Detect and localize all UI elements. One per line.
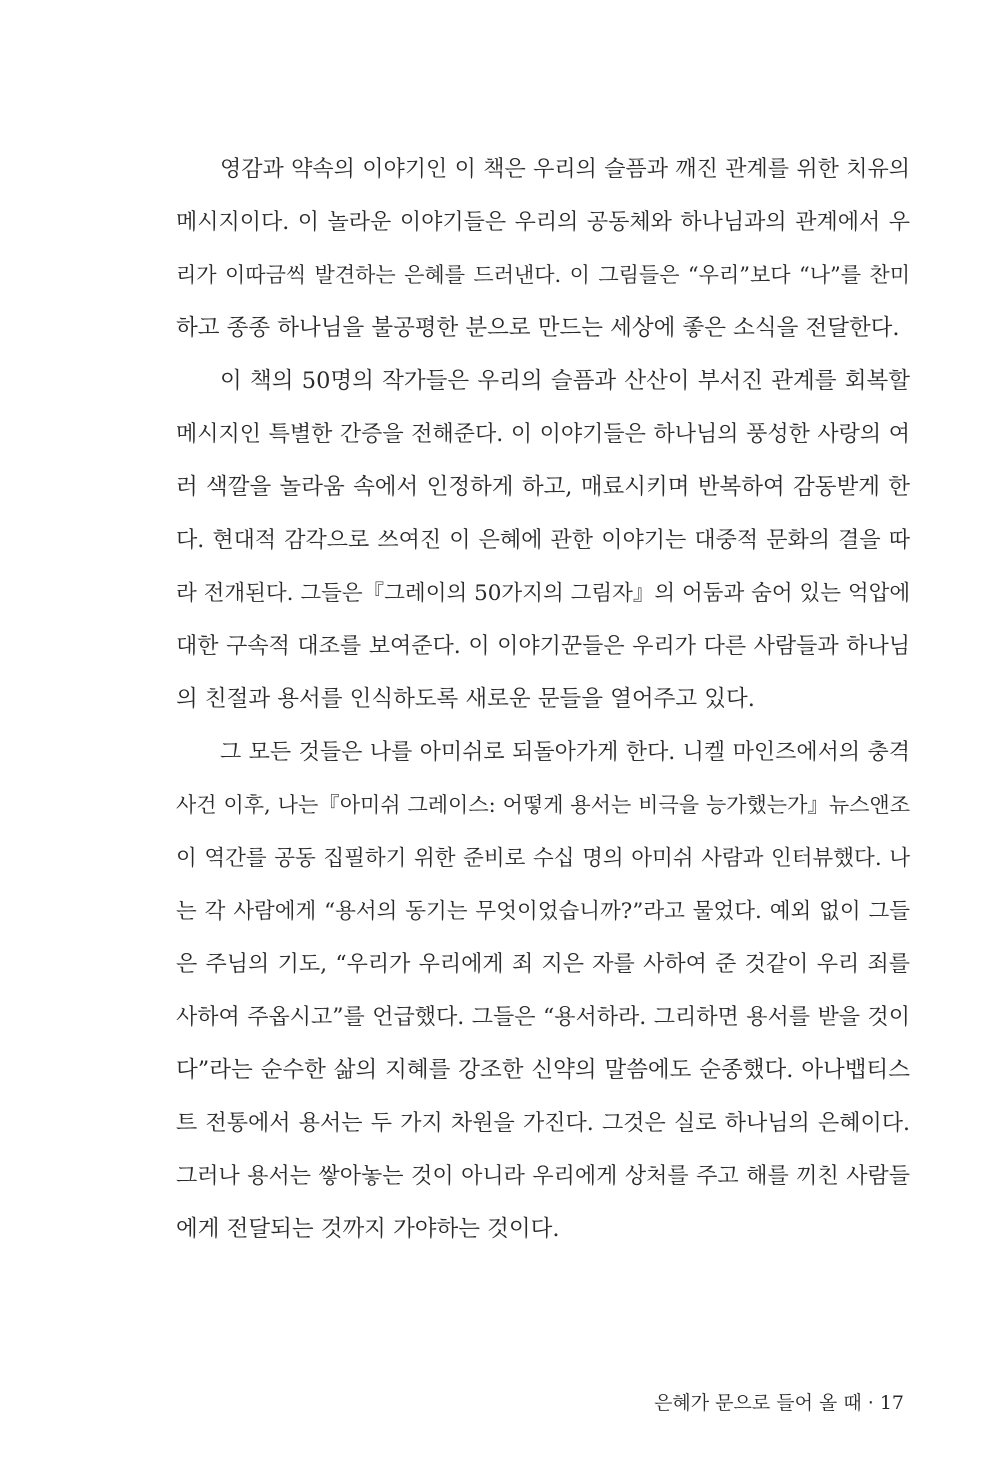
text-line: 그러나 용서는 쌓아놓는 것이 아니라 우리에게 상처를 주고 해를 끼친 사람들 <box>176 1164 910 1189</box>
text-line: 대한 구속적 대조를 보여준다. 이 이야기꾼들은 우리가 다른 사람들과 하나님 <box>176 634 910 659</box>
text-line: 은 주님의 기도, “우리가 우리에게 죄 지은 자를 사하여 준 것같이 우리 죄를 <box>176 952 910 977</box>
page-number: 17 <box>879 1392 904 1414</box>
text-line: 트 전통에서 용서는 두 가지 차원을 가진다. 그것은 실로 하나님의 은혜이다. <box>176 1111 910 1136</box>
running-title: 은혜가 문으로 들어 올 때 <box>654 1392 862 1414</box>
text-line: 러 색깔을 놀라움 속에서 인정하게 하고, 매료시키며 반복하여 감동받게 한 <box>176 474 910 500</box>
text-line: 에게 전달되는 것까지 가야하는 것이다. <box>176 1216 560 1242</box>
text-line: 그 모든 것들은 나를 아미쉬로 되돌아가게 한다. 니켈 마인즈에서의 충격 <box>220 740 910 765</box>
text-line: 다”라는 순수한 삶의 지혜를 강조한 신약의 말씀에도 순종했다. 아나뱁티스 <box>176 1057 910 1083</box>
text-line: 의 친절과 용서를 인식하도록 새로운 문들을 열어주고 있다. <box>176 686 755 712</box>
body-text <box>176 143 910 1256</box>
paragraph-1 <box>176 143 910 355</box>
page-footer <box>654 1388 904 1418</box>
text-line: 이 책의 50명의 작가들은 우리의 슬픔과 산산이 부서진 관계를 회복할 <box>220 368 910 394</box>
text-line: 메시지인 특별한 간증을 전해준다. 이 이야기들은 하나님의 풍성한 사랑의 여 <box>176 422 910 447</box>
text-line: 이 역간를 공동 집필하기 위한 준비로 수십 명의 아미쉬 사람과 인터뷰했다. 나 <box>176 846 910 871</box>
text-line: 영감과 약속의 이야기인 이 책은 우리의 슬픔과 깨진 관계를 위한 치유의 <box>220 157 910 182</box>
text-line: 하고 종종 하나님을 불공평한 분으로 만드는 세상에 좋은 소식을 전달한다. <box>176 315 900 341</box>
paragraph-2 <box>176 355 910 726</box>
text-line: 는 각 사람에게 “용서의 동기는 무엇이었습니까?”라고 물었다. 예외 없이 그들 <box>176 899 910 924</box>
text-line: 사하여 주옵시고”를 언급했다. 그들은 “용서하라. 그리하면 용서를 받을 것이 <box>176 1005 910 1030</box>
text-line: 리가 이따금씩 발견하는 은혜를 드러낸다. 이 그림들은 “우리”보다 “나”를 찬미 <box>176 263 910 287</box>
text-line: 다. 현대적 감각으로 쓰여진 이 은혜에 관한 이야기는 대중적 문화의 결을 따 <box>176 528 910 553</box>
text-line: 라 전개된다. 그들은『그레이의 50가지의 그림자』의 어둠과 숨어 있는 억압에 <box>176 581 911 606</box>
text-line: 사건 이후, 나는『아미쉬 그레이스: 어떻게 용서는 비극을 능가했는가』뉴스앤조 <box>176 793 910 817</box>
footer-separator: · <box>867 1392 874 1414</box>
text-line: 메시지이다. 이 놀라운 이야기들은 우리의 공동체와 하나님과의 관계에서 우 <box>176 210 910 235</box>
paragraph-3 <box>176 726 910 1256</box>
